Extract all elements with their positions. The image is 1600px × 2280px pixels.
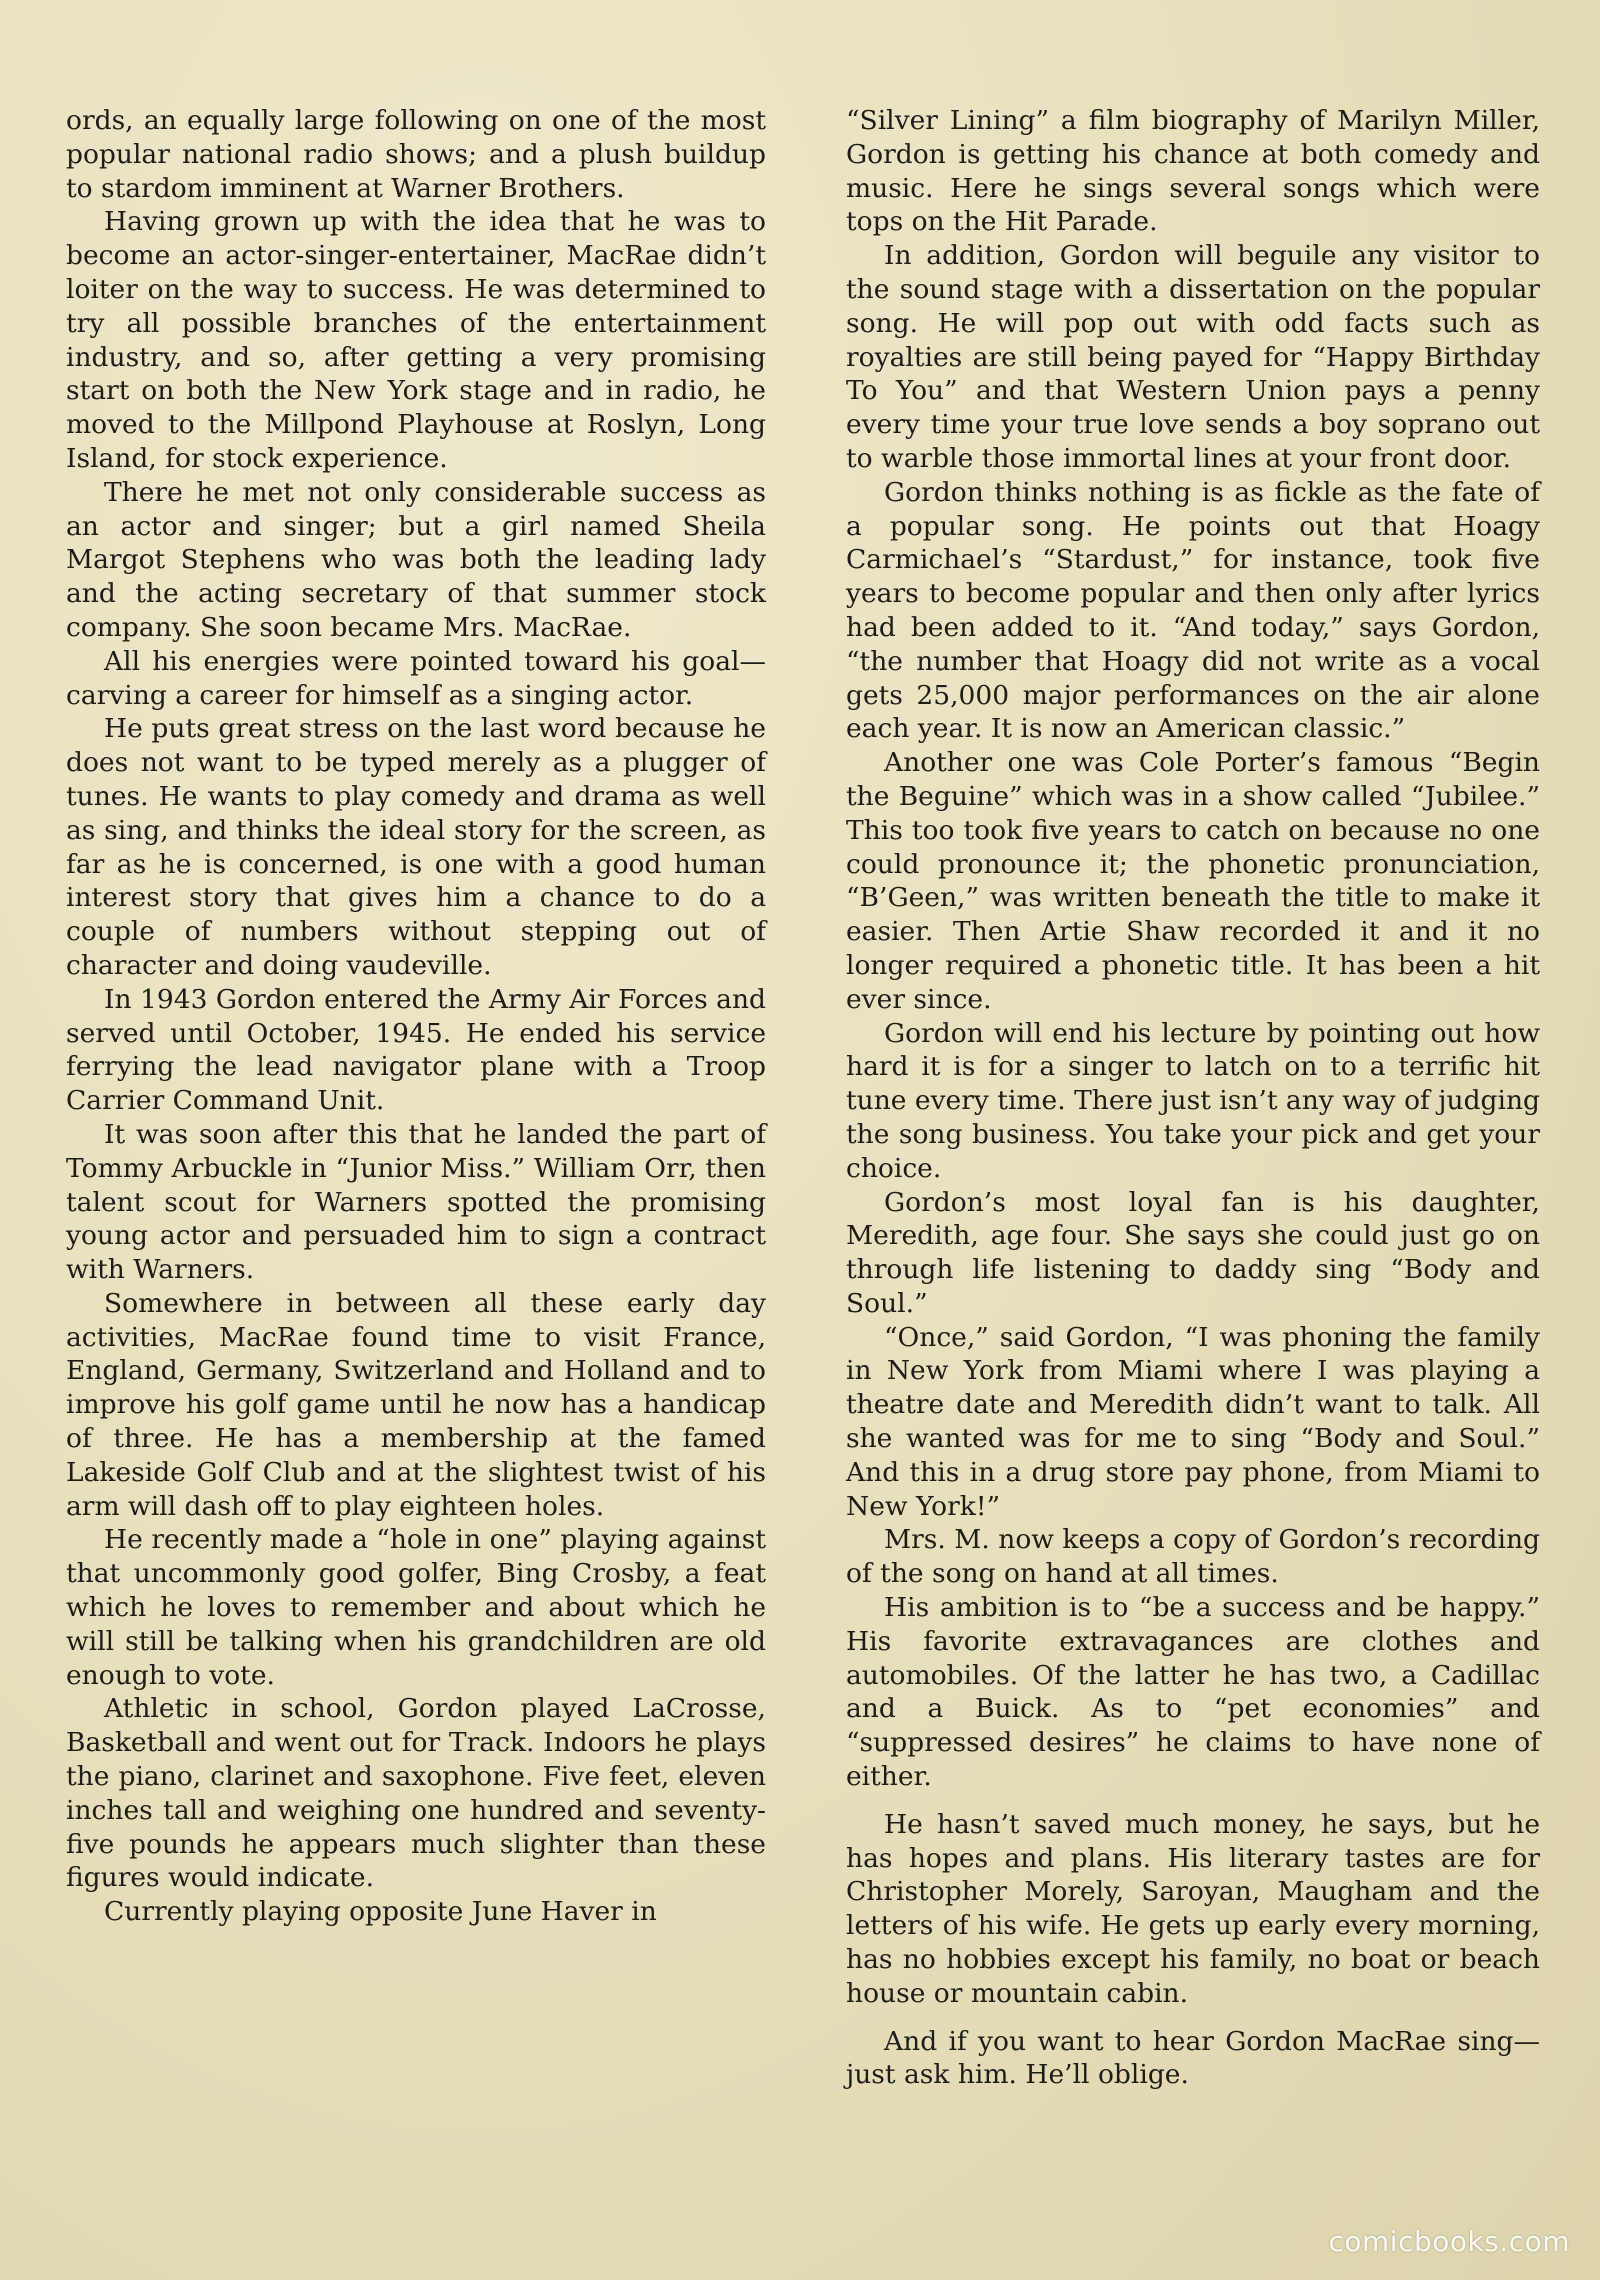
watermark: comicbooks.com bbox=[1328, 2225, 1570, 2258]
paragraph: He recently made a “hole in one” playing against that uncommonly good golfer, Bing Crosby, a feat which he loves to remember and about which he will still be talking when his grandchildren are old enough to vote. bbox=[66, 1524, 766, 1691]
paragraph: It was soon after this that he landed the part of Tommy Arbuckle in “Junior Miss.” William Orr, then talent scout for Warners spotted the promising young actor and persuaded him to sign a contract with Warners. bbox=[66, 1118, 766, 1286]
paragraph: Gordon thinks nothing is as fickle as the fate of a popular song. He points out that Hoagy Carmichael’s “Stardust,” for instance, took five years to become popular and then only after lyrics had been added to it. “And today,” says Gordon, “the number that Hoagy did not write as a vocal gets 25,000 major performances on the air alone each year. It is now an American classic.” bbox=[846, 476, 1540, 745]
paragraph: His ambition is to “be a success and be happy.” His favorite extravagances are clothes and automobiles. Of the latter he has two, a Cadillac and a Buick. As to “pet economies” and “suppressed desires” he claims to have none of either. bbox=[846, 1592, 1540, 1793]
paragraph: Gordon’s most loyal fan is his daughter, Meredith, age four. She says she could just go on through life listening to daddy sing “Body and Soul.” bbox=[846, 1186, 1540, 1319]
paragraph: “Silver Lining” a film biography of Marilyn Miller, Gordon is getting his chance at both comedy and music. Here he sings several songs which were tops on the Hit Parade. bbox=[846, 105, 1540, 238]
paragraph: Somewhere in between all these early day activities, MacRae found time to visit France, England, Germany, Switzerland and Holland and to improve his golf game until he now has a handicap of three. He has a membership at the famed Lakeside Golf Club and at the slightest twist of his arm will dash off to play eighteen holes. bbox=[66, 1287, 766, 1522]
paragraph: And if you want to hear Gordon MacRae sing—just ask him. He’ll oblige. bbox=[846, 2025, 1540, 2091]
paragraph: Another one was Cole Porter’s famous “Begin the Beguine” which was in a show called “Jubilee.” This too took five years to catch on because no one could pronounce it; the phonetic pronunciation, “B’Geen,” was written beneath the title to make it easier. Then Artie Shaw recorded it and it no longer required a phonetic title. It has been a hit ever since. bbox=[846, 747, 1540, 1015]
right-column bbox=[846, 104, 1540, 2092]
paragraph: Mrs. M. now keeps a copy of Gordon’s recording of the song on hand at all times. bbox=[846, 1524, 1540, 1590]
paragraph: He hasn’t saved much money, he says, but he has hopes and plans. His literary tastes are for Christopher Morely, Saroyan, Maugham and the letters of his wife. He gets up early every morning, has no hobbies except his family, no boat or beach house or mountain cabin. bbox=[846, 1808, 1540, 2009]
paragraph: In 1943 Gordon entered the Army Air Forces and served until October, 1945. He ended his service ferrying the lead navigator plane with a Troop Carrier Command Unit. bbox=[66, 983, 766, 1117]
paragraph: Gordon will end his lecture by pointing out how hard it is for a singer to latch on to a terrific hit tune every time. There just isn’t any way of judging the song business. You take your pick and get your choice. bbox=[846, 1017, 1540, 1184]
paragraph: In addition, Gordon will beguile any visitor to the sound stage with a dissertation on the popular song. He will pop out with odd facts such as royalties are still being payed for “Happy Birthday To You” and that Western Union pays a penny every time your true love sends a boy soprano out to warble those immortal lines at your front door. bbox=[846, 240, 1540, 474]
paragraph: “Once,” said Gordon, “I was phoning the family in New York from Miami where I was playing a theatre date and Meredith didn’t want to talk. All she wanted was for me to sing “Body and Soul.” And this in a drug store pay phone, from Miami to New York!” bbox=[846, 1321, 1540, 1522]
paragraph: All his energies were pointed toward his goal—carving a career for himself as a singing actor. bbox=[66, 645, 766, 711]
paragraph: Having grown up with the idea that he was to become an actor-singer-entertainer, MacRae didn’t loiter on the way to success. He was determined to try all possible branches of the entertainment industry, and so, after getting a very promising start on both the New York stage and in radio, he moved to the Millpond Playhouse at Roslyn, Long Island, for stock experience. bbox=[66, 206, 766, 474]
paragraph: Athletic in school, Gordon played LaCrosse, Basketball and went out for Track. Indoors he plays the piano, clarinet and saxophone. Five feet, eleven inches tall and weighing one hundred and seventy-five pounds he appears much slighter than these figures would indicate. bbox=[66, 1693, 766, 1894]
paragraph: He puts great stress on the last word because he does not want to be typed merely as a plugger of tunes. He wants to play comedy and drama as well as sing, and thinks the ideal story for the screen, as far as he is concerned, is one with a good human interest story that gives him a chance to do a couple of numbers without stepping out of character and doing vaudeville. bbox=[66, 713, 766, 981]
left-column bbox=[66, 104, 766, 1929]
paragraph: ords, an equally large following on one of the most popular national radio shows; and a plush buildup to stardom imminent at Warner Brothers. bbox=[66, 105, 766, 204]
paragraph: Currently playing opposite June Haver in bbox=[104, 1896, 657, 1928]
paragraph: There he met not only considerable success as an actor and singer; but a girl named Sheila Margot Stephens who was both the leading lady and the acting secretary of that summer stock company. She soon became Mrs. MacRae. bbox=[66, 476, 766, 643]
